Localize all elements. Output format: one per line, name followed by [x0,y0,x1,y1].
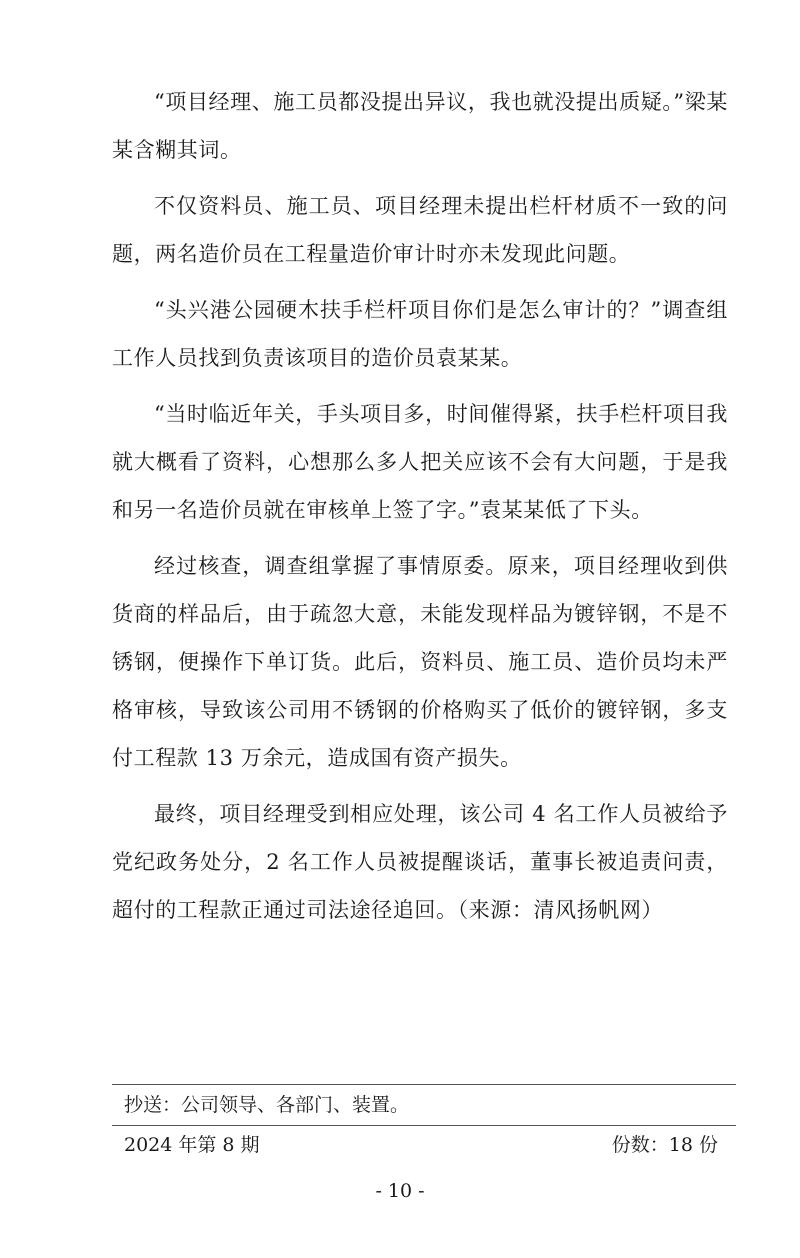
paragraph-6: 最终，项目经理受到相应处理，该公司 4 名工作人员被给予党纪政务处分，2 名工作人员被提醒谈话，董事长被追责问责，超付的工程款正通过司法途径追回。（来源：清风扬帆网） [112,802,728,922]
article-body [112,78,728,942]
document-footer [112,1084,736,1164]
copy-count: 份数：18 份 [611,1134,718,1156]
paragraph-2: 不仅资料员、施工员、项目经理未提出栏杆材质不一致的问题，两名造价员在工程量造价审计时亦未发现此问题。 [112,194,728,266]
paragraph-4: “当时临近年关，手头项目多，时间催得紧，扶手栏杆项目我就大概看了资料，心想那么多人把关应该不会有大问题，于是我和另一名造价员就在审核单上签了字。”袁某某低了下头。 [112,402,728,522]
cc-recipients: 抄送：公司领导、各部门、装置。 [124,1094,410,1116]
paragraph-5: 经过核查，调查组掌握了事情原委。原来，项目经理收到供货商的样品后，由于疏忽大意，未能发现样品为镀锌钢，不是不锈钢，便操作下单订货。此后，资料员、施工员、造价员均未严格审核，导致该公司用不锈钢的价格购买了低价的镀锌钢，多支付工程款 13 万余元，造成国有资产损失。 [112,554,728,770]
issue-info-row [112,1126,736,1164]
paragraph-1: “项目经理、施工员都没提出异议，我也就没提出质疑。”梁某某含糊其词。 [112,90,728,162]
issue-number: 2024 年第 8 期 [124,1134,260,1156]
page-number: - 10 - [375,1180,425,1202]
paragraph-3: “头兴港公园硬木扶手栏杆项目你们是怎么审计的？”调查组工作人员找到负责该项目的造价员袁某某。 [112,298,728,370]
